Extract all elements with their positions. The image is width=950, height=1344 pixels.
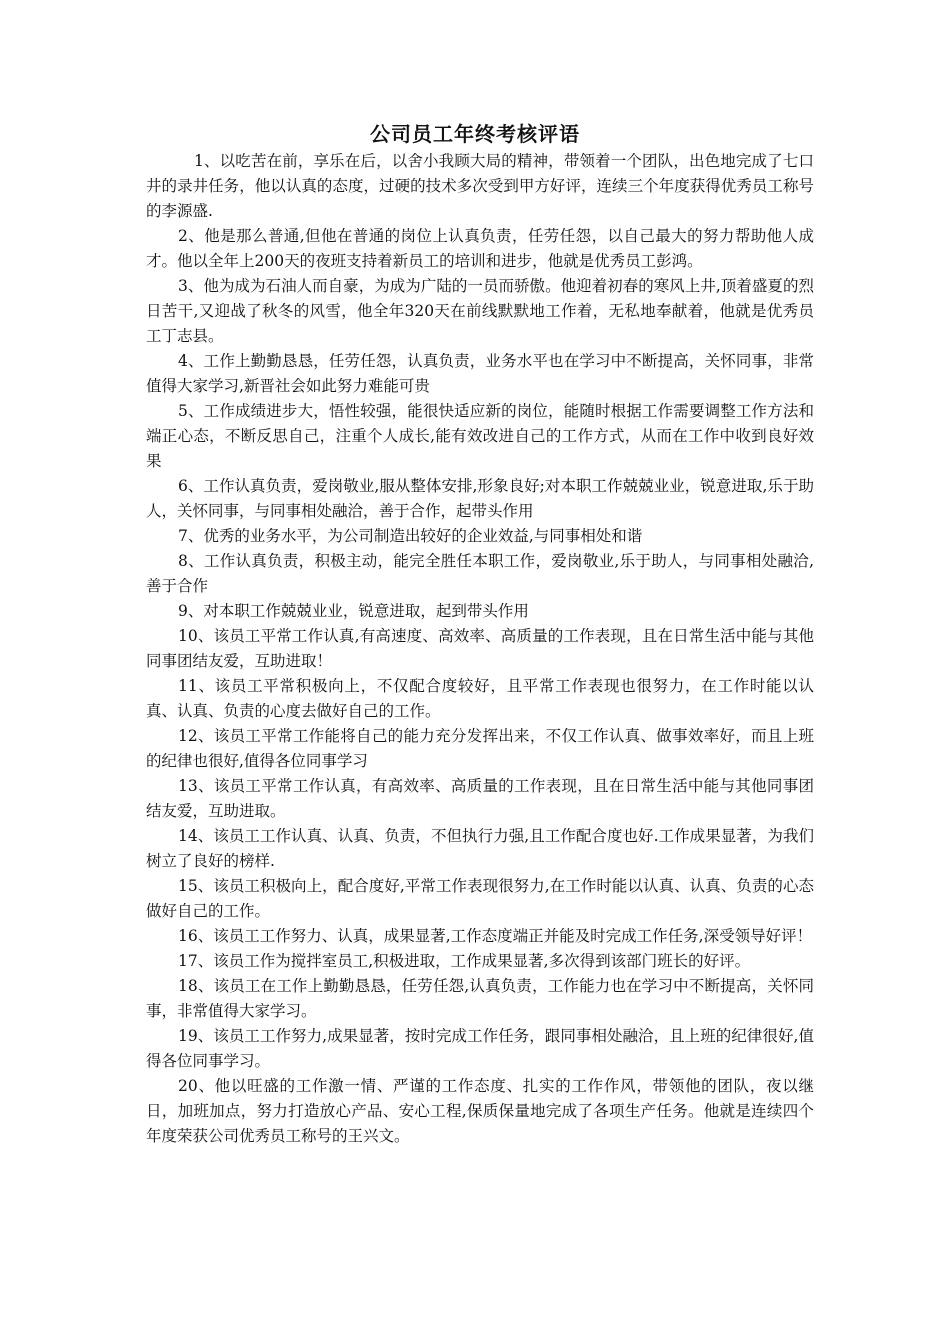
paragraph-8: 8、工作认真负责，积极主动，能完全胜任本职工作，爱岗敬业,乐于助人，与同事相处融洽,善于合作 bbox=[146, 552, 814, 595]
paragraph-16: 16、该员工工作努力、认真，成果显著,工作态度端正并能及时完成工作任务,深受领导好评！ bbox=[178, 927, 813, 945]
paragraph-19: 19、该员工工作努力,成果显著，按时完成工作任务，跟同事相处融洽，且上班的纪律很好,值得各位同事学习。 bbox=[146, 1027, 814, 1070]
paragraph-5: 5、工作成绩进步大，悟性较强，能很快适应新的岗位，能随时根据工作需要调整工作方法和端正心态，不断反思自己，注重个人成长,能有效改进自己的工作方式，从而在工作中收到良好效果 bbox=[146, 402, 814, 470]
paragraph-2: 2、他是那么普通,但他在普通的岗位上认真负责，任劳任怨，以自己最大的努力帮助他人成才。他以全年上200天的夜班支持着新员工的培训和进步，他就是优秀员工彭鸿。 bbox=[146, 227, 814, 270]
paragraph-20: 20、他以旺盛的工作激一情、严谨的工作态度、扎实的工作作风，带领他的团队，夜以继日，加班加点，努力打造放心产品、安心工程,保质保量地完成了各项生产任务。他就是连续四个年度荣获公司优秀员工称号的王兴文。 bbox=[146, 1077, 814, 1145]
paragraph-13: 13、该员工平常工作认真，有高效率、高质量的工作表现，且在日常生活中能与其他同事团结友爱，互助进取。 bbox=[146, 777, 814, 820]
paragraph-12: 12、该员工平常工作能将自己的能力充分发挥出来，不仅工作认真、做事效率好，而且上班的纪律也很好,值得各位同事学习 bbox=[146, 727, 814, 770]
paragraph-15: 15、该员工积极向上，配合度好,平常工作表现很努力,在工作时能以认真、认真、负责的心态做好自己的工作。 bbox=[146, 877, 814, 920]
document-body bbox=[146, 149, 814, 1149]
paragraph-18: 18、该员工在工作上勤勤恳恳，任劳任怨,认真负责，工作能力也在学习中不断提高，关怀同事，非常值得大家学习。 bbox=[146, 977, 814, 1020]
paragraph-17: 17、该员工作为搅拌室员工,积极进取，工作成果显著,多次得到该部门班长的好评。 bbox=[178, 952, 751, 970]
paragraph-14: 14、该员工工作认真、认真、负责，不但执行力强,且工作配合度也好.工作成果显著，为我们树立了良好的榜样. bbox=[146, 827, 814, 870]
paragraph-11: 11、该员工平常积极向上，不仅配合度较好，且平常工作表现也很努力，在工作时能以认真、认真、负责的心度去做好自己的工作。 bbox=[146, 677, 814, 720]
paragraph-3: 3、他为成为石油人而自豪，为成为广陆的一员而骄傲。他迎着初春的寒风上井,顶着盛夏的烈日苦干,又迎战了秋冬的风雪，他全年320天在前线默默地工作着，无私地奉献着，他就是优秀员工丁志县。 bbox=[146, 277, 814, 345]
document-title: 公司员工年终考核评语 bbox=[370, 122, 580, 146]
paragraph-10: 10、该员工平常工作认真,有高速度、高效率、高质量的工作表现，且在日常生活中能与其他同事团结友爱，互助进取！ bbox=[146, 627, 814, 670]
paragraph-7: 7、优秀的业务水平，为公司制造出较好的企业效益,与同事相处和谐 bbox=[178, 527, 643, 545]
paragraph-4: 4、工作上勤勤恳恳，任劳任怨，认真负责，业务水平也在学习中不断提高，关怀同事，非常值得大家学习,新晋社会如此努力难能可贵 bbox=[146, 352, 814, 395]
paragraph-9: 9、对本职工作兢兢业业，锐意进取，起到带头作用 bbox=[178, 602, 529, 620]
paragraph-1: 1、以吃苦在前，享乐在后，以舍小我顾大局的精神，带领着一个团队，出色地完成了七口井的录井任务，他以认真的态度，过硬的技术多次受到甲方好评，连续三个年度获得优秀员工称号的李源盛. bbox=[146, 152, 814, 220]
paragraph-6: 6、工作认真负责，爱岗敬业,服从整体安排,形象良好;对本职工作兢兢业业，锐意进取,乐于助人，关怀同事，与同事相处融洽，善于合作，起带头作用 bbox=[146, 477, 814, 520]
